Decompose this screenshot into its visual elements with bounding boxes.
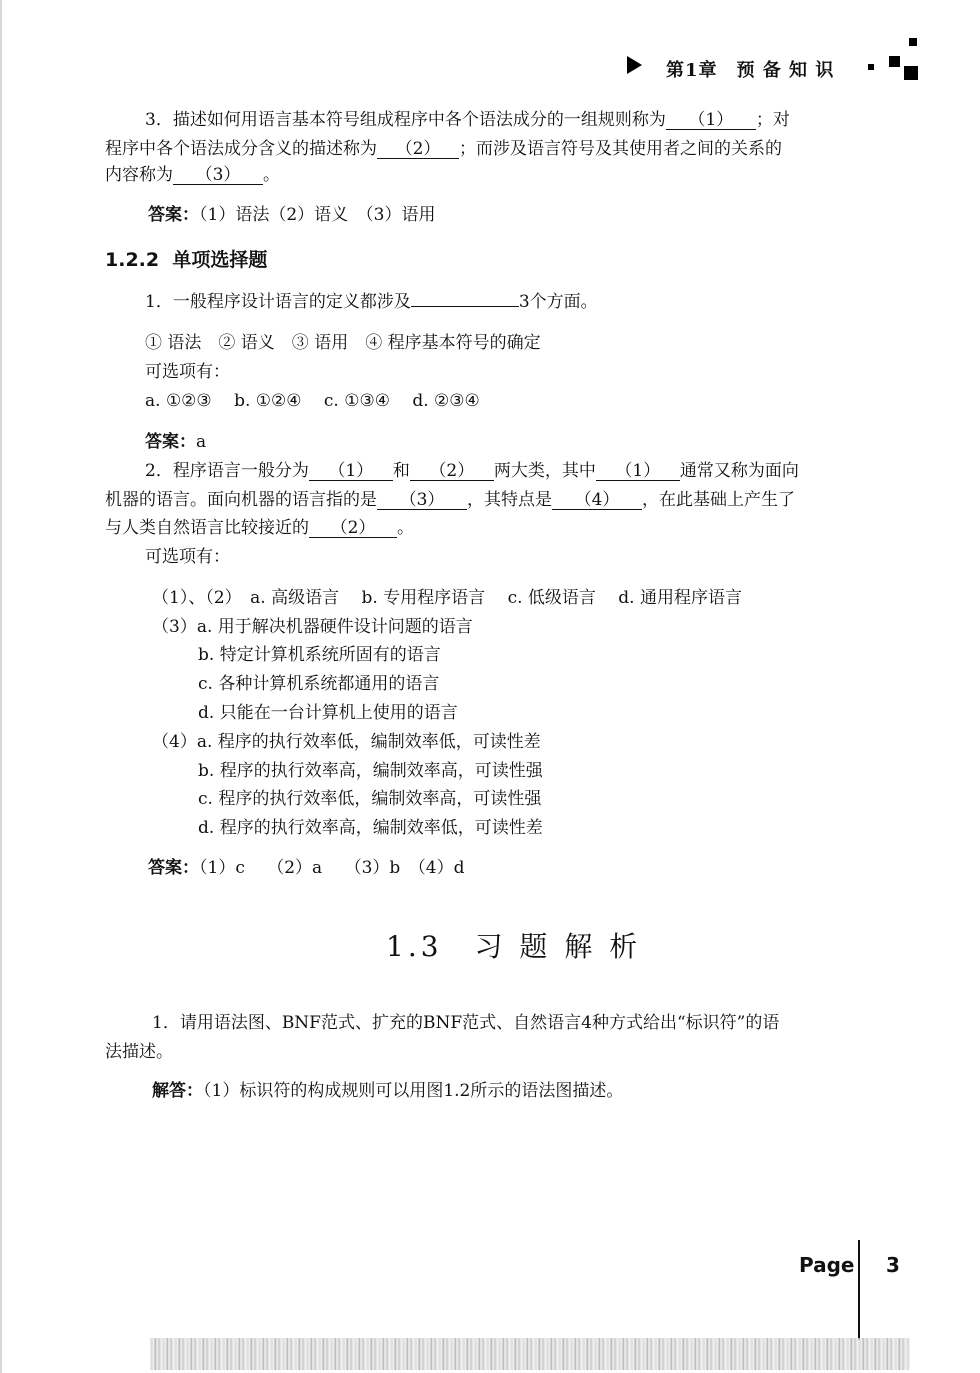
s1-items: ① 语法 ② 语义 ③ 语用 ④ 程序基本符号的确定: [145, 333, 541, 353]
text: 。: [263, 165, 280, 185]
answer-label: 答案：: [145, 432, 196, 452]
s2-answer: [148, 858, 465, 878]
blank: （4）: [552, 491, 642, 510]
s1-answer: [145, 432, 206, 452]
ex1-line-1: 1．请用语法图、BNF范式、扩充的BNF范式、自然语言4种方式给出“标识符”的语: [152, 1013, 780, 1033]
text: 。: [397, 518, 414, 538]
text: ，在此基础上产生了: [642, 490, 795, 510]
play-arrow-icon: [627, 56, 642, 74]
scan-edge: [0, 0, 2, 1373]
text: 程序中各个语法成分含义的描述称为: [105, 139, 377, 159]
s2-option-4b: b. 程序的执行效率高，编制效率高，可读性强: [198, 761, 543, 781]
s1-options: a. ①②③ b. ①②④ c. ①③④ d. ②③④: [145, 391, 480, 411]
text: ；而涉及语言符号及其使用者之间的关系的: [459, 139, 782, 159]
s2-options-label: 可选项有：: [145, 547, 230, 567]
s2-line-3: [105, 518, 414, 538]
text: 和: [392, 461, 410, 481]
text: 2．程序语言一般分为: [145, 461, 309, 481]
scan-artifact-strip: [150, 1338, 910, 1370]
blank: （2）: [377, 140, 459, 159]
blank: （1）: [666, 111, 756, 130]
decorative-square-icon: [904, 66, 918, 80]
q3-line-3: [105, 165, 280, 185]
ex1-answer: [152, 1081, 623, 1101]
page-number: 3: [886, 1253, 900, 1277]
s1-question: [145, 292, 598, 312]
running-header: 第1章 预 备 知 识: [666, 60, 835, 81]
q3-line-2: [105, 139, 782, 159]
text: 1．一般程序设计语言的定义都涉及: [145, 292, 411, 312]
text: ，其特点是: [467, 490, 552, 510]
s2-option-3c: c. 各种计算机系统都通用的语言: [198, 674, 440, 694]
answer-label: 答案：: [148, 858, 199, 878]
answer-text: （1）标识符的构成规则可以用图1.2所示的语法图描述。: [203, 1081, 624, 1101]
answer-text: a: [196, 432, 207, 452]
ex1-line-2: 法描述。: [105, 1042, 173, 1062]
answer-label: 解答：: [152, 1081, 203, 1101]
blank: （3）: [173, 166, 263, 185]
text: 3个方面。: [518, 292, 598, 312]
blank: （1）: [596, 462, 680, 481]
s2-options-1-2: （1）、（2） a. 高级语言 b. 专用程序语言 c. 低级语言 d. 通用程序语言: [152, 588, 742, 608]
decorative-square-icon: [909, 38, 917, 46]
s2-line-1: [145, 461, 799, 481]
s2-line-2: [105, 490, 795, 510]
s2-option-4d: d. 程序的执行效率高，编制效率低，可读性差: [198, 818, 543, 838]
text: 两大类，其中: [493, 461, 596, 481]
s2-option-4a: （4）a. 程序的执行效率低，编制效率低，可读性差: [152, 732, 541, 752]
text: 机器的语言。面向机器的语言指的是: [105, 490, 377, 510]
text: 内容称为: [105, 165, 173, 185]
section-number: 1.2.2: [105, 249, 160, 271]
s2-option-4c: c. 程序的执行效率低，编制效率高，可读性强: [198, 789, 542, 809]
section-heading-1-2-2: [105, 245, 267, 272]
footer-page-label: Page: [799, 1253, 855, 1277]
text: 通常又称为面向: [679, 461, 799, 481]
text: 3．描述如何用语言基本符号组成程序中各个语法成分的一组规则称为: [145, 110, 666, 130]
q3-answer: [148, 205, 435, 225]
s2-option-3b: b. 特定计算机系统所固有的语言: [198, 645, 441, 665]
s2-option-3a: （3）a. 用于解决机器硬件设计问题的语言: [152, 617, 473, 637]
s2-option-3d: d. 只能在一台计算机上使用的语言: [198, 703, 458, 723]
footer-divider: [858, 1240, 860, 1340]
s1-options-label: 可选项有：: [145, 362, 230, 382]
q3-line-1: [145, 110, 790, 130]
blank: （1）: [309, 462, 393, 481]
blank: [411, 306, 519, 307]
blank: （2）: [309, 519, 397, 538]
section-title: 单项选择题: [172, 249, 268, 271]
answer-text: （1）语法（2）语义 （3）语用: [199, 205, 436, 225]
decorative-square-icon: [889, 56, 900, 67]
answer-text: （1）c （2）a （3）b （4）d: [199, 858, 465, 878]
square-bullet-icon: [868, 64, 874, 70]
blank: （2）: [410, 462, 494, 481]
section-heading-1-3: 1.3 习 题 解 析: [386, 930, 642, 963]
blank: （3）: [377, 491, 467, 510]
answer-label: 答案：: [148, 205, 199, 225]
text: ；对: [755, 110, 790, 130]
text: 与人类自然语言比较接近的: [105, 518, 309, 538]
